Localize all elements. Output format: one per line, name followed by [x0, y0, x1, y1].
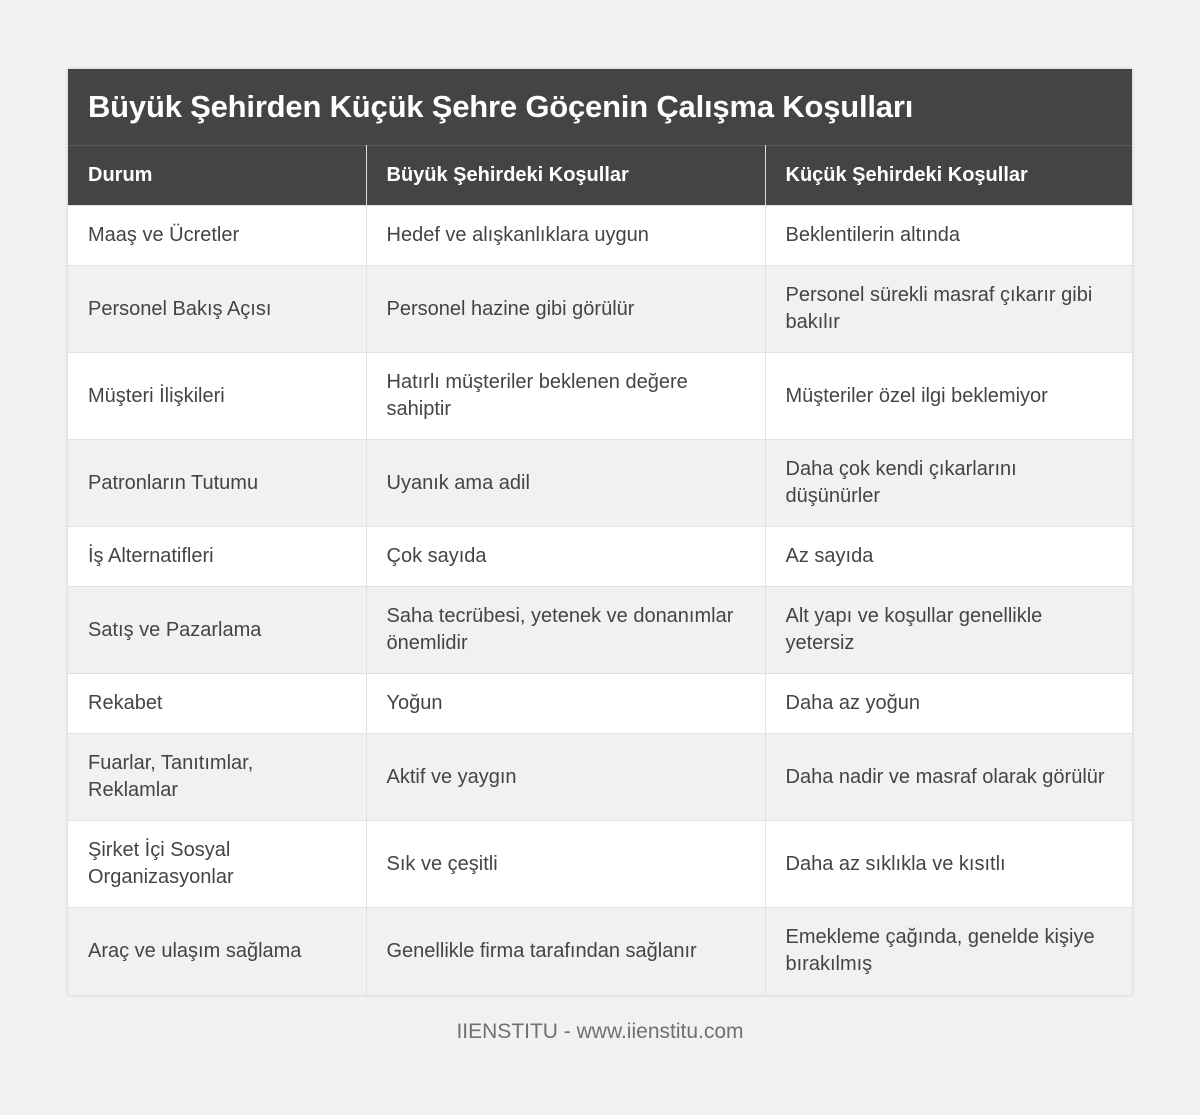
table-header-row: [68, 146, 1132, 206]
cell-buyuk-sehir: Çok sayıda: [366, 527, 765, 587]
cell-buyuk-sehir: Aktif ve yaygın: [366, 734, 765, 821]
footer-credit: IIENSTITU - www.iienstitu.com: [456, 1020, 744, 1043]
cell-buyuk-sehir: Saha tecrübesi, yetenek ve donanımlar önemlidir: [366, 587, 765, 674]
cell-kucuk-sehir: Müşteriler özel ilgi beklemiyor: [765, 353, 1132, 440]
cell-durum: Satış ve Pazarlama: [68, 587, 366, 674]
cell-kucuk-sehir: Emekleme çağında, genelde kişiye bırakılmış: [765, 908, 1132, 995]
table-row: [68, 734, 1132, 821]
cell-kucuk-sehir: Personel sürekli masraf çıkarır gibi bakılır: [765, 266, 1132, 353]
table-row: [68, 674, 1132, 734]
cell-kucuk-sehir: Beklentilerin altında: [765, 206, 1132, 266]
cell-buyuk-sehir: Sık ve çeşitli: [366, 821, 765, 908]
cell-kucuk-sehir: Alt yapı ve koşullar genellikle yetersiz: [765, 587, 1132, 674]
table-row: [68, 353, 1132, 440]
table-row: [68, 587, 1132, 674]
table-row: [68, 206, 1132, 266]
comparison-table-card: [68, 69, 1132, 995]
cell-durum: Müşteri İlişkileri: [68, 353, 366, 440]
cell-kucuk-sehir: Daha nadir ve masraf olarak görülür: [765, 734, 1132, 821]
column-header-buyuk-sehir: Büyük Şehirdeki Koşullar: [366, 146, 765, 206]
column-header-kucuk-sehir: Küçük Şehirdeki Koşullar: [765, 146, 1132, 206]
table-title-bar: [68, 69, 1132, 145]
cell-kucuk-sehir: Daha az yoğun: [765, 674, 1132, 734]
cell-buyuk-sehir: Yoğun: [366, 674, 765, 734]
cell-buyuk-sehir: Hatırlı müşteriler beklenen değere sahiptir: [366, 353, 765, 440]
cell-durum: Rekabet: [68, 674, 366, 734]
cell-durum: Patronların Tutumu: [68, 440, 366, 527]
cell-durum: Şirket İçi Sosyal Organizasyonlar: [68, 821, 366, 908]
cell-durum: Maaş ve Ücretler: [68, 206, 366, 266]
table-row: [68, 440, 1132, 527]
column-header-durum: Durum: [68, 146, 366, 206]
cell-buyuk-sehir: Uyanık ama adil: [366, 440, 765, 527]
table-row: [68, 527, 1132, 587]
table-row: [68, 821, 1132, 908]
cell-durum: Personel Bakış Açısı: [68, 266, 366, 353]
cell-durum: Araç ve ulaşım sağlama: [68, 908, 366, 995]
cell-buyuk-sehir: Genellikle firma tarafından sağlanır: [366, 908, 765, 995]
cell-durum: İş Alternatifleri: [68, 527, 366, 587]
cell-kucuk-sehir: Daha çok kendi çıkarlarını düşünürler: [765, 440, 1132, 527]
table-row: [68, 266, 1132, 353]
cell-kucuk-sehir: Daha az sıklıkla ve kısıtlı: [765, 821, 1132, 908]
cell-buyuk-sehir: Personel hazine gibi görülür: [366, 266, 765, 353]
table-row: [68, 908, 1132, 995]
comparison-table: [68, 145, 1132, 995]
cell-buyuk-sehir: Hedef ve alışkanlıklara uygun: [366, 206, 765, 266]
cell-kucuk-sehir: Az sayıda: [765, 527, 1132, 587]
cell-durum: Fuarlar, Tanıtımlar, Reklamlar: [68, 734, 366, 821]
table-title: Büyük Şehirden Küçük Şehre Göçenin Çalışma Koşulları: [88, 89, 914, 124]
